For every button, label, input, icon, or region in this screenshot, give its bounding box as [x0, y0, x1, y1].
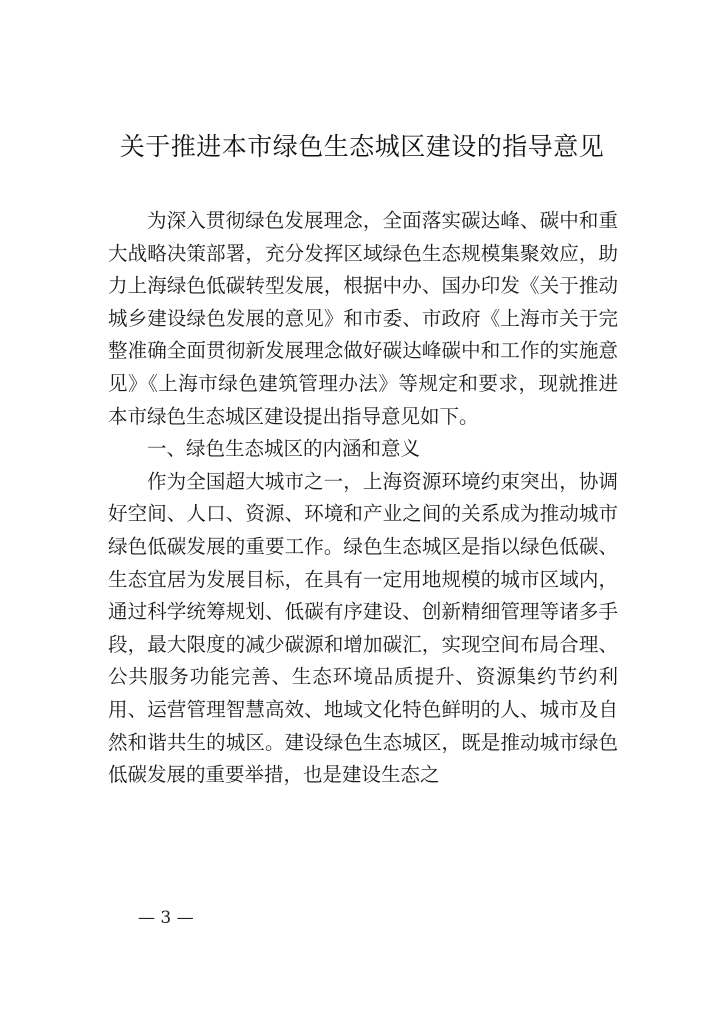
document-body	[108, 205, 618, 792]
page-number: — 3 —	[138, 908, 194, 928]
section-paragraph: 作为全国超大城市之一，上海资源环境约束突出，协调好空间、人口、资源、环境和产业之间的关系成为推动城市绿色低碳发展的重要工作。绿色生态城区是指以绿色低碳、生态宜居为发展目标，在具有一定用地规模的城市区域内，通过科学统筹规划、低碳有序建设、创新精细管理等诸多手段，最大限度的减少碳源和增加碳汇，实现空间布局合理、公共服务功能完善、生态环境品质提升、资源集约节约利用、运营管理智慧高效、地域文化特色鲜明的人、城市及自然和谐共生的城区。建设绿色生态城区，既是推动城市绿色低碳发展的重要举措，也是建设生态之	[108, 469, 618, 787]
section-heading: 一、绿色生态城区的内涵和意义	[147, 437, 421, 461]
document-title: 关于推进本市绿色生态城区建设的指导意见	[119, 132, 605, 161]
intro-paragraph: 为深入贯彻绿色发展理念，全面落实碳达峰、碳中和重大战略决策部署，充分发挥区域绿色生态规模集聚效应，助力上海绿色低碳转型发展，根据中办、国办印发《关于推动城乡建设绿色发展的意见》和市委、市政府《上海市关于完整准确全面贯彻新发展理念做好碳达峰碳中和工作的实施意见》《上海市绿色建筑管理办法》等规定和要求，现就推进本市绿色生态城区建设提出指导意见如下。	[108, 209, 618, 428]
